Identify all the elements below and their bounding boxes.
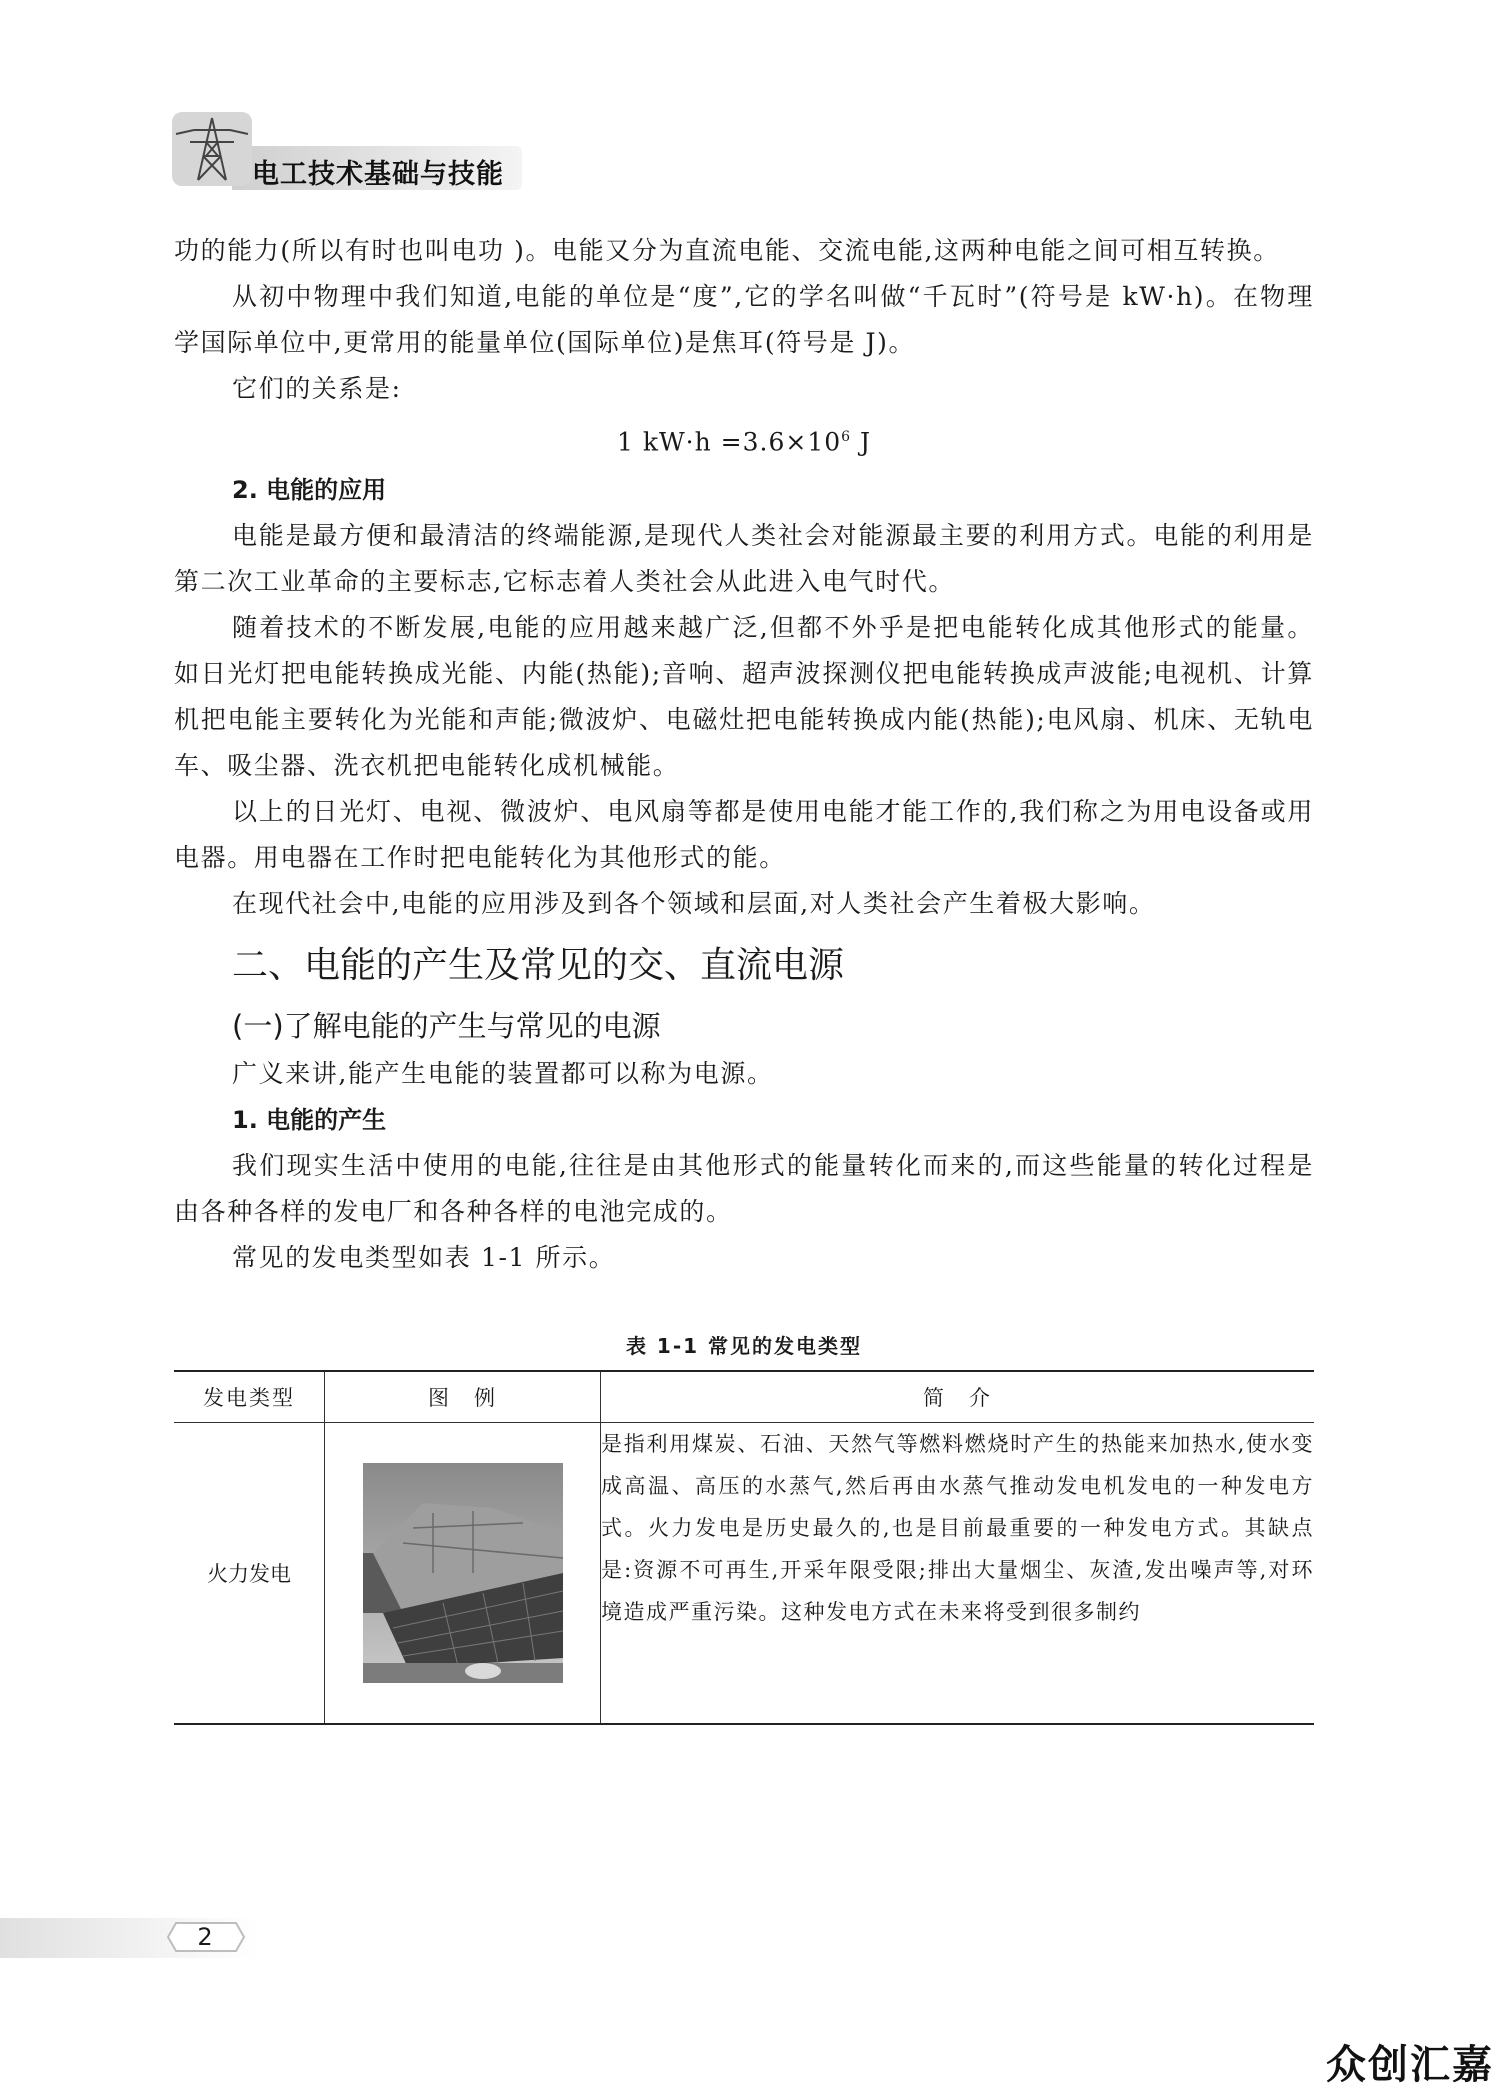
table-header-row <box>174 1371 1314 1423</box>
paragraph-appliances: 以上的日光灯、电视、微波炉、电风扇等都是使用电能才能工作的,我们称之为用电设备或用电器。用电器在工作时把电能转化为其他形式的能。 <box>174 797 1314 873</box>
table-row <box>174 1423 1314 1725</box>
paragraph-conversion: 随着技术的不断发展,电能的应用越来越广泛,但都不外乎是把电能转化成其他形式的能量。如日光灯把电能转换成光能、内能(热能);音响、超声波探测仪把电能转换成声波能;电视机、计算机把电能主要转化为光能和声能;微波炉、电磁灶把电能转换成内能(热能);电风扇、机床、无轨电车、吸尘器、洗衣机把电能转化成机械能。 <box>174 613 1314 781</box>
paragraph-relation: 它们的关系是: <box>232 374 402 403</box>
paragraph-production: 我们现实生活中使用的电能,往往是由其他形式的能量转化而来的,而这些能量的转化过程是由各种各样的发电厂和各种各样的电池完成的。 <box>174 1151 1314 1227</box>
formula-unit: J <box>851 427 872 457</box>
subsection-heading: (一)了解电能的产生与常见的电源 <box>232 1009 661 1044</box>
running-header <box>172 112 522 194</box>
paragraph-table-ref: 常见的发电类型如表 1-1 所示。 <box>232 1243 616 1273</box>
formula-kwh-joule <box>174 412 1314 467</box>
cell-type: 火力发电 <box>174 1423 325 1725</box>
body-content <box>174 228 1314 1358</box>
paragraph-electric-work: 功的能力(所以有时也叫电功 )。电能又分为直流电能、交流电能,这两种电能之间可相互转换。 <box>174 236 1280 265</box>
generation-types-table <box>174 1370 1314 1725</box>
formula-exponent: 6 <box>841 429 852 445</box>
paragraph-energy-unit: 从初中物理中我们知道,电能的单位是“度”,它的学名叫做“千瓦时”(符号是 kW·h)。在物理学国际单位中,更常用的能量单位(国际单位)是焦耳(符号是 J)。 <box>174 282 1314 357</box>
paragraph-clean-energy: 电能是最方便和最清洁的终端能源,是现代人类社会对能源最主要的利用方式。电能的利用是第二次工业革命的主要标志,它标志着人类社会从此进入电气时代。 <box>174 521 1314 597</box>
page-number: 2 <box>197 1923 213 1951</box>
heading-application: 2. 电能的应用 <box>232 476 387 505</box>
power-tower-icon <box>172 112 252 186</box>
heading-production: 1. 电能的产生 <box>232 1106 387 1135</box>
power-plant-photo <box>363 1463 563 1683</box>
cell-description: 是指利用煤炭、石油、天然气等燃料燃烧时产生的热能来加热水,使水变成高温、高压的水蒸气,然后再由水蒸气推动发电机发电的一种发电方式。火力发电是历史最久的,也是目前最重要的一种发电方式。其缺点是:资源不可再生,开采年限受限;排出大量烟尘、灰渣,发出噪声等,对环境造成严重污染。这种发电方式在未来将受到很多制约 <box>601 1423 1315 1725</box>
formula-main: 1 kW·h =3.6×10 <box>616 427 842 457</box>
table-caption: 表 1-1 常见的发电类型 <box>625 1334 863 1358</box>
cell-illustration <box>325 1423 601 1725</box>
paragraph-modern-society: 在现代社会中,电能的应用涉及到各个领域和层面,对人类社会产生着极大影响。 <box>232 889 1156 919</box>
watermark: 众创汇嘉 <box>1326 2042 1494 2088</box>
section-heading: 二、电能的产生及常见的交、直流电源 <box>232 945 845 987</box>
book-title: 电工技术基础与技能 <box>252 159 504 190</box>
paragraph-power-source: 广义来讲,能产生电能的装置都可以称为电源。 <box>232 1059 774 1089</box>
header-type: 发电类型 <box>174 1371 325 1423</box>
header-illustration: 图 例 <box>325 1371 601 1423</box>
header-description: 简 介 <box>601 1371 1315 1423</box>
